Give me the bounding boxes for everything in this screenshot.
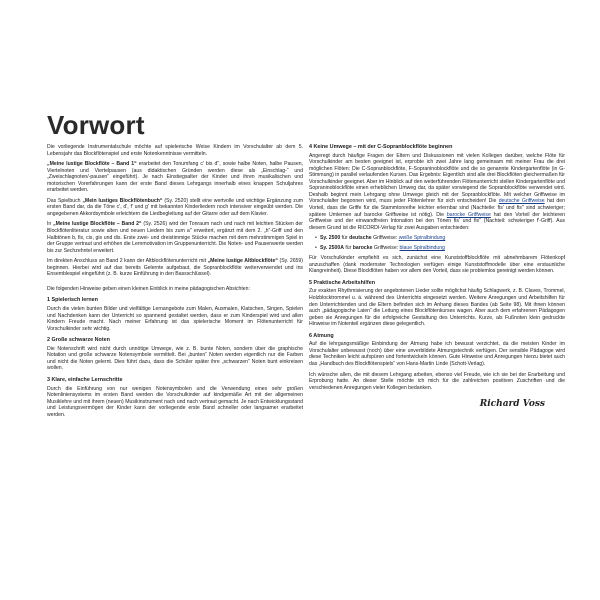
alt-paragraph xyxy=(47,258,303,278)
section-4-paragraph-2: Für Vorschulkinder empfiehlt es sich, zunächst eine Kunststoffblockflöte mit abnehmbarem Flötenkopf anzuschaffen (dank modernster Technologien verfügen einige Kunststoffmodelle über eine erstaunliche Klangreinheit). Diese Blockflöten haben vor allem den Vorteil, dass sie problemlos gereinigt werden können. xyxy=(309,255,565,275)
intro-paragraph: Die vorliegende Instrumentalschule möchte auf spielerische Weise Kindern im Vorschulalter ab dem 5. Lebensjahr das Blockflötenspiel und erste Notenkenntnisse vermitteln. xyxy=(47,144,303,157)
edition-2-kind: barocke xyxy=(352,244,373,251)
spielbuch-pre: Das Spielbuch xyxy=(47,197,83,204)
section-4-text-b: hat den Vorteil, dass die Griffe für die Stammtonreihe leichter erlernbar sind (Nachteile: fis' und fis'' sind schwieriger; spätere Umlernen auf barocke Griffweise ist nötig). Die xyxy=(309,198,565,218)
spielbuch-paragraph xyxy=(47,198,303,218)
spielbuch-title: „Mein lustiges Blockflötenbuch“ xyxy=(82,197,163,204)
band1-paragraph xyxy=(47,161,303,194)
deutsche-griffweise-link: deutsche Griffweise xyxy=(498,198,545,205)
section-5-text: Zur exakten Rhythmisierung der angebotenen Lieder sollte möglichst häufig Schlagwerk, z. B. Claves, Trommel, Holzblocktrommel u. ä. während des Unterrichts eingesetzt werden. Weitere Anregungen und Arbeitshilfen für den Unterrichtenden und die Eltern befinden sich im Anhang dieses Bandes (ab Seite 98). Mit ihnen können auch „pädagogische Laien“ die Leitung eines Blockflötenkurses wagen. Aber auch dem erfahrenen Pädagogen geben sie Anregungen für die erfolgreiche Gestaltung des Unterrichts. Kurze, als Fußnoten klein gedruckte Hinweise im Notenteil ergänzen diese gelegentlich. xyxy=(309,288,565,328)
section-3-heading: 3 Klare, einfache Lernschritte xyxy=(47,376,123,383)
band2-pre: In xyxy=(47,221,54,228)
bullet-dot: • xyxy=(315,244,317,251)
band1-title: „Meine lustige Blockflöte – Band 1“ xyxy=(47,161,137,168)
section-1-text: Durch die vielen bunten Bilder und vielfältige Lernangebote zum Malen, Ausmalen, Klatschen, Singen, Spielen und Nachdenken kann der Unterricht so spannend gestaltet werden, dass er zum Kinderspiel wird und allen Kindern Freude macht. Nach meiner Erfahrung ist das spielerische Moment im Flötenunterricht für Vorschulkinder sehr wichtig. xyxy=(47,305,303,332)
band2-paragraph xyxy=(47,221,303,254)
edition-2-post: Griffweise: xyxy=(372,244,400,251)
edition-2-mid: für xyxy=(343,244,353,251)
edition-1-binding: weiße Spiralbindung xyxy=(398,235,446,242)
section-4-text-c: hat den Vorteil der leichteren Griffweise und der einwandfreien Intonation bei den Tönen fis' und fis'' (Nachteil: schwieriger f'-Griff). Aus diesem Grund ist die RICORDI-Verlag für zwei Ausgaben entschieden: xyxy=(309,211,565,231)
bullet-dot: • xyxy=(315,235,317,242)
hints-intro: Die folgenden Hinweise geben einen kleinen Einblick in meine pädagogischen Absichten: xyxy=(47,285,250,292)
edition-1-post: Griffweise: xyxy=(371,235,399,242)
band1-text: erarbeitet den Tonumfang c' bis d'', sowie halbe Noten, halbe Pausen, Viertelnoten und Viertelpausen (aus didaktischen Gründen werden diese als „Einschlag-“ und „Zweischlagnoten/-pausen“ eingeführt). Je nach Einstiegsalter der Kinder und ihren musikalischen und motorischen Vorerfahrungen kann der erste Band dieses Lehrgangs innerhalb eines knappen Schuljahres erarbeitet werden. xyxy=(47,161,304,194)
section-4-text-a: Angeregt durch häufige Fragen der Eltern und Diskussionen mit vielen Kollegen darüber, welche Flöte für Vorschulkinder am besten geeignet ist, erprobte ich zwei Jahre lang gemeinsam mit meiner Frau die drei möglichen Flöten: Die C-Sopranblockflöte, F-Sopraninoblockflöte und die so genannte Kindergartenflöte (in G-Stimmung) in parallel verlaufenden Kursen. Das Ergebnis: Eigentlich sind alle drei Blockflöten gleichermaßen für Vorschulkinder geeignet. Aber im Hinblick auf den weiterführenden Flötenunterricht stellen Kindergartenflöte und Sopraninoblockflöte einen erheblichen Umweg dar, da später vorwiegend die Sopranblockflöte verwendet wird. Deshalb beginnt mein Lehrgang ohne Umwege gleich mit der Sopranblockflöte. Mit welcher Griffweise im Vorschulalter begonnen wird, muss jeder Flötenlehrer für sich entscheiden! Die xyxy=(309,152,565,205)
left-column xyxy=(47,144,303,422)
band2-text: (Sy. 2526) wird der Tonraum nach und nach mit leichten Stücken der Blockflötenliteratur sowie alten und neuen Liedern bis zum a'' erweitert, ergänzt mit dem 2. „h“-Griff und den Halbtönen b, fis, cis, gis und dis. Erste zwei- und dreistimmige Stücke machen mit dem mehrstimmigen Spiel in der Gruppe vertraut und erhöhen die Lernmotivation im Gruppenunterricht. Die Noten- und Pausenwerte werden bis zur Sechzehntel erweitert. xyxy=(47,221,303,254)
right-column xyxy=(309,144,565,408)
alt-title: „Meine lustige Altblockflöte“ xyxy=(207,258,278,265)
spielbuch-text: (Sy. 2520) stellt eine wertvolle und wichtige Ergänzung zum ersten Band dar, da die Töne c', d', f' und g' mit bekannten Kinderliedern noch intensiver eingeübt werden. Die angegebenen Akkordsymbole erleichtern die Liedbegleitung auf der Gitarre oder auf dem Klavier. xyxy=(47,197,304,217)
section-2-text: Die Notenschrift wird nicht durch unnötige Umwege, wie z. B. bunte Noten, sondern über die graphische Notation und große schwarze Notensymbole vermittelt. Bei „bunten“ Noten werden eigentlich nur die Farben und nicht die Noten gelernt. Dies führt dazu, dass die Schüler später ihre „schwarzen“ Noten bunt einkreisen wollen. xyxy=(47,345,303,372)
alt-text: (Sy. 2659) beginnen. Hierbei wird auf das bereits Gelernte aufgebaut, die Sopranblockflöte weiterverwendet und ins Ensemblespiel eingeführt (z. B. kurze Einführung in den Bassschlüssel). xyxy=(47,258,303,278)
edition-1-code: Sy. 2500 xyxy=(320,235,341,242)
section-1-heading: 1 Spielerisch lernen xyxy=(47,297,98,304)
edition-bullet-2 xyxy=(315,245,565,252)
section-3-text: Durch die Einführung von nur wenigen Notensymbolen und die Verwendung eines sehr großen Notenliniensystems im ersten Band werden die Vorschulkinder auf kindgemäße Art mit der allgemeinen Musiklehre und mit ihrem (neuen) Musikinstrument nach und nach vertraut gemacht. Je nach Entwicklungsstand und Leistungsvermögen der Kinder kann der vorliegende erste Band schneller oder langsamer erarbeitet werden. xyxy=(47,385,303,418)
band2-title: „Meine lustige Blockflöte – Band 2“ xyxy=(53,221,142,228)
edition-1-kind: deutsche xyxy=(349,235,372,242)
section-6-heading: 6 Atmung xyxy=(309,332,334,339)
section-4-heading: 4 Keine Umwege – mit der C-Sopranblockflöte beginnen xyxy=(309,144,453,150)
edition-1-mid: für xyxy=(340,235,350,242)
section-4-paragraph-1 xyxy=(309,153,565,232)
page-title: Vorwort xyxy=(47,110,145,140)
section-6-text-2: Ich wünsche allen, die mit diesem Lehrgang arbeiten, ebenso viel Freude, wie ich sie bei der Erarbeitung und Erprobung hatte. An dieser Stelle möchte ich mich für die zahlreichen positiven Zuschriften und die verschiedenen Anregungen vieler Kollegen bedanken. xyxy=(309,371,565,391)
signature: Richard Voss xyxy=(479,399,545,410)
edition-bullet-1 xyxy=(315,235,565,242)
section-2-heading: 2 Große schwarze Noten xyxy=(47,337,110,344)
barocke-griffweise-link: barocke Griffweise xyxy=(446,211,491,218)
alt-pre: Im direkten Anschluss an Band 2 kann der Altblockflötenunterricht mit xyxy=(47,258,208,265)
edition-2-code: Sy. 2500A xyxy=(320,244,344,251)
section-6-text-1: Auf die lehrgangsmäßige Einbindung der Atmung habe ich bewusst verzichtet, da die meisten Kinder im Vorschulalter unbewusst (noch) über eine unverbildete Atmungstechnik verfügen. Der sensible Pädagoge wird diese Techniken leicht aufspüren und fortentwickeln können. Gute Hinweise und Anregungen hierzu bietet auch das „Handbuch des Blockflötenspiels“ von Hans-Martin Linde (Schott-Verlag). xyxy=(309,341,565,367)
section-5-heading: 5 Praktische Arbeitshilfen xyxy=(309,279,376,286)
edition-2-binding: blaue Spiralbindung xyxy=(399,244,445,251)
